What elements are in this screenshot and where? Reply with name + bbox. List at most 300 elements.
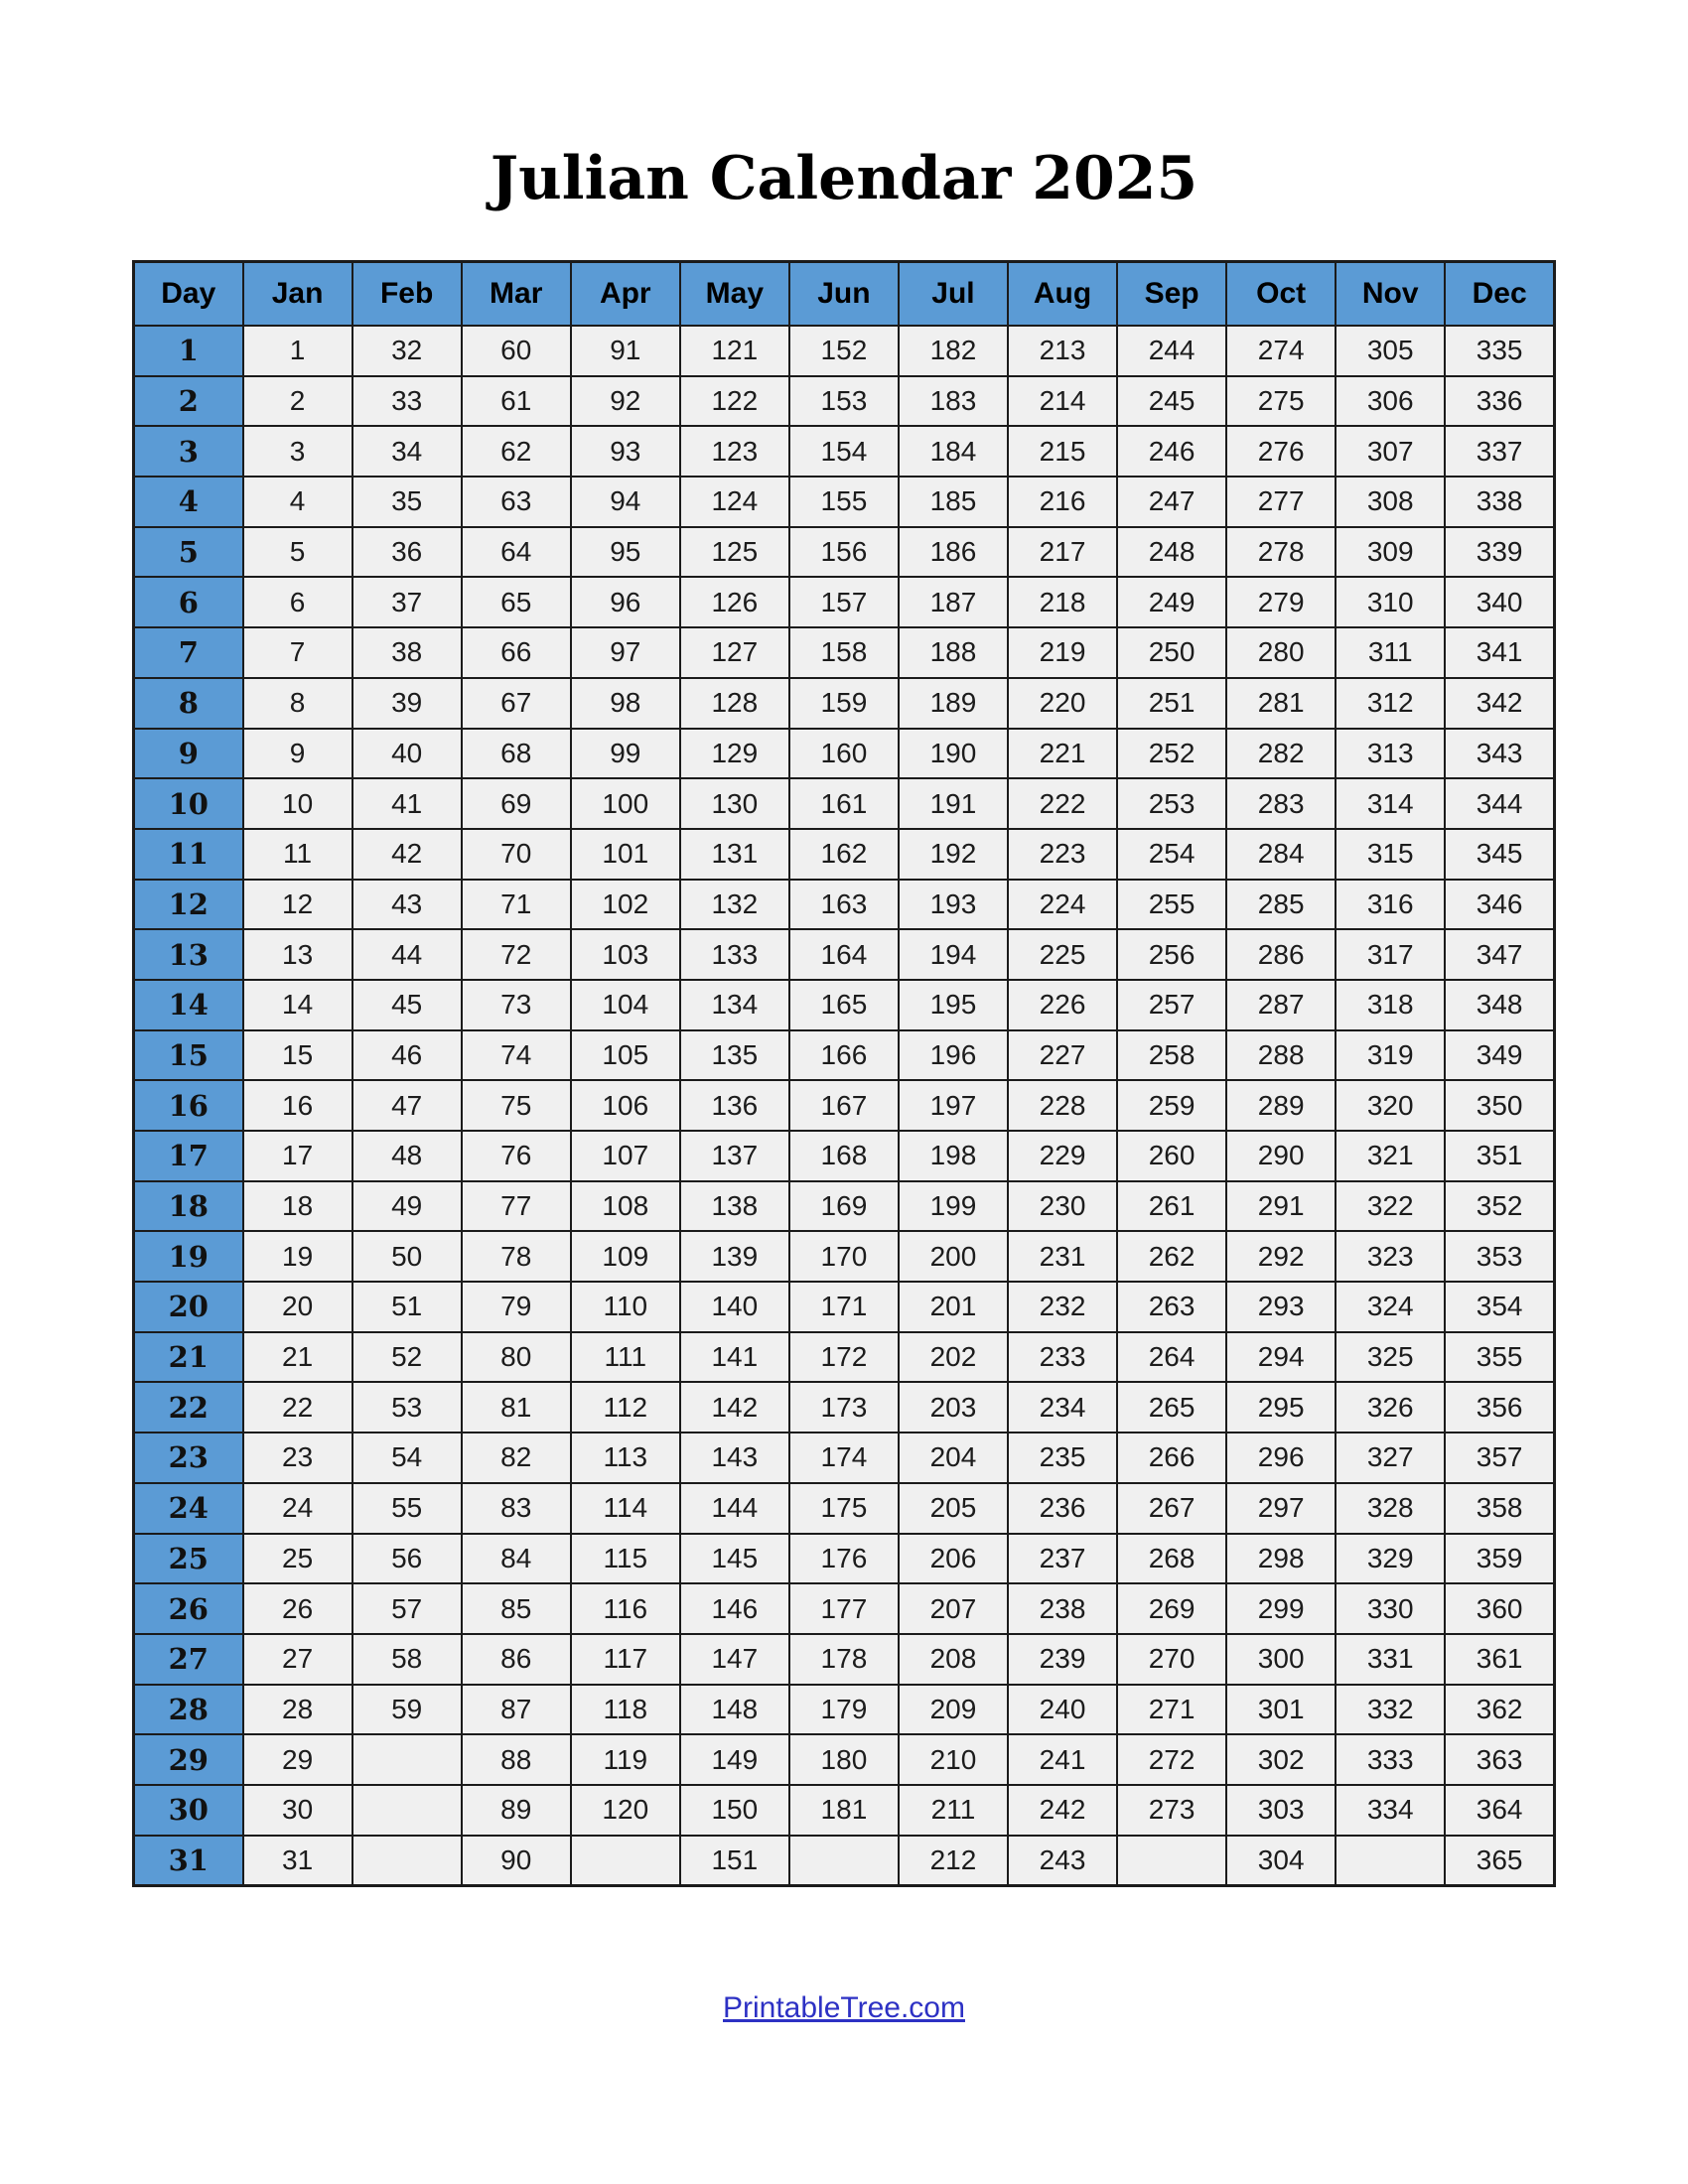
table-row	[134, 778, 1555, 829]
julian-day-cell: 43	[352, 880, 462, 930]
julian-day-cell: 326	[1336, 1382, 1445, 1433]
julian-day-cell: 67	[462, 678, 571, 729]
julian-day-cell: 223	[1008, 829, 1117, 880]
julian-day-cell: 343	[1445, 729, 1554, 779]
julian-day-cell: 65	[462, 577, 571, 627]
julian-day-cell: 79	[462, 1282, 571, 1332]
julian-day-cell: 349	[1445, 1030, 1554, 1081]
julian-day-cell: 212	[899, 1836, 1008, 1886]
day-cell: 23	[134, 1433, 243, 1483]
julian-day-cell: 196	[899, 1030, 1008, 1081]
julian-day-cell: 132	[680, 880, 789, 930]
day-cell: 27	[134, 1634, 243, 1685]
julian-day-cell: 99	[571, 729, 680, 779]
day-cell: 17	[134, 1131, 243, 1181]
julian-day-cell: 339	[1445, 527, 1554, 578]
julian-day-cell: 230	[1008, 1181, 1117, 1232]
julian-day-cell: 357	[1445, 1433, 1554, 1483]
julian-day-cell: 140	[680, 1282, 789, 1332]
header-cell-jan: Jan	[243, 262, 352, 327]
julian-day-cell	[1336, 1836, 1445, 1886]
julian-day-cell: 42	[352, 829, 462, 880]
julian-day-cell: 117	[571, 1634, 680, 1685]
julian-day-cell: 189	[899, 678, 1008, 729]
julian-day-cell: 131	[680, 829, 789, 880]
julian-day-cell: 240	[1008, 1685, 1117, 1735]
julian-day-cell: 134	[680, 980, 789, 1030]
day-cell: 6	[134, 577, 243, 627]
julian-day-cell: 57	[352, 1583, 462, 1634]
julian-day-cell: 34	[352, 426, 462, 477]
header-cell-day: Day	[134, 262, 243, 327]
julian-day-cell: 247	[1117, 477, 1226, 527]
julian-day-cell: 191	[899, 778, 1008, 829]
julian-day-cell: 358	[1445, 1483, 1554, 1534]
julian-day-cell: 4	[243, 477, 352, 527]
julian-day-cell: 33	[352, 376, 462, 427]
table-row	[134, 426, 1555, 477]
julian-day-cell: 150	[680, 1785, 789, 1836]
julian-day-cell: 199	[899, 1181, 1008, 1232]
julian-day-cell: 97	[571, 627, 680, 678]
day-cell: 5	[134, 527, 243, 578]
julian-day-cell: 329	[1336, 1534, 1445, 1584]
table-row	[134, 1534, 1555, 1584]
footer	[0, 1991, 1688, 2025]
julian-day-cell: 138	[680, 1181, 789, 1232]
julian-day-cell: 128	[680, 678, 789, 729]
julian-day-cell: 364	[1445, 1785, 1554, 1836]
julian-day-cell: 129	[680, 729, 789, 779]
julian-day-cell: 153	[789, 376, 899, 427]
julian-day-cell: 286	[1226, 929, 1336, 980]
julian-day-cell: 82	[462, 1433, 571, 1483]
julian-day-cell: 80	[462, 1332, 571, 1383]
julian-day-cell: 300	[1226, 1634, 1336, 1685]
julian-day-cell: 31	[243, 1836, 352, 1886]
julian-day-cell: 288	[1226, 1030, 1336, 1081]
header-cell-nov: Nov	[1336, 262, 1445, 327]
julian-day-cell: 71	[462, 880, 571, 930]
julian-day-cell: 176	[789, 1534, 899, 1584]
julian-day-cell: 78	[462, 1231, 571, 1282]
julian-day-cell: 241	[1008, 1734, 1117, 1785]
julian-day-cell: 354	[1445, 1282, 1554, 1332]
julian-day-cell: 180	[789, 1734, 899, 1785]
day-cell: 26	[134, 1583, 243, 1634]
julian-day-cell: 284	[1226, 829, 1336, 880]
julian-day-cell: 330	[1336, 1583, 1445, 1634]
julian-day-cell: 91	[571, 326, 680, 376]
julian-day-cell: 290	[1226, 1131, 1336, 1181]
header-cell-aug: Aug	[1008, 262, 1117, 327]
julian-day-cell: 133	[680, 929, 789, 980]
julian-day-cell: 35	[352, 477, 462, 527]
julian-day-cell: 318	[1336, 980, 1445, 1030]
julian-day-cell: 197	[899, 1080, 1008, 1131]
day-cell: 16	[134, 1080, 243, 1131]
julian-day-cell: 242	[1008, 1785, 1117, 1836]
julian-day-cell: 208	[899, 1634, 1008, 1685]
table-row	[134, 1282, 1555, 1332]
day-cell: 15	[134, 1030, 243, 1081]
julian-day-cell: 88	[462, 1734, 571, 1785]
julian-day-cell: 104	[571, 980, 680, 1030]
julian-day-cell: 188	[899, 627, 1008, 678]
julian-day-cell: 224	[1008, 880, 1117, 930]
julian-day-cell: 298	[1226, 1534, 1336, 1584]
table-row	[134, 729, 1555, 779]
julian-day-cell: 332	[1336, 1685, 1445, 1735]
julian-day-cell: 54	[352, 1433, 462, 1483]
julian-day-cell: 261	[1117, 1181, 1226, 1232]
julian-day-cell: 111	[571, 1332, 680, 1383]
julian-day-cell: 266	[1117, 1433, 1226, 1483]
julian-day-cell: 302	[1226, 1734, 1336, 1785]
julian-day-cell: 361	[1445, 1634, 1554, 1685]
julian-day-cell: 214	[1008, 376, 1117, 427]
julian-day-cell: 106	[571, 1080, 680, 1131]
table-row	[134, 929, 1555, 980]
julian-day-cell: 40	[352, 729, 462, 779]
julian-day-cell: 130	[680, 778, 789, 829]
table-row	[134, 627, 1555, 678]
julian-day-cell: 100	[571, 778, 680, 829]
day-cell: 21	[134, 1332, 243, 1383]
day-cell: 9	[134, 729, 243, 779]
julian-day-cell: 63	[462, 477, 571, 527]
julian-day-cell: 37	[352, 577, 462, 627]
julian-day-cell: 211	[899, 1785, 1008, 1836]
julian-day-cell: 108	[571, 1181, 680, 1232]
julian-day-cell: 233	[1008, 1332, 1117, 1383]
julian-day-cell: 154	[789, 426, 899, 477]
julian-day-cell: 273	[1117, 1785, 1226, 1836]
julian-day-cell: 12	[243, 880, 352, 930]
julian-day-cell: 144	[680, 1483, 789, 1534]
julian-day-cell: 136	[680, 1080, 789, 1131]
julian-day-cell	[352, 1836, 462, 1886]
table-row	[134, 678, 1555, 729]
julian-day-cell: 81	[462, 1382, 571, 1433]
julian-day-cell: 157	[789, 577, 899, 627]
julian-day-cell: 92	[571, 376, 680, 427]
julian-day-cell: 195	[899, 980, 1008, 1030]
julian-day-cell: 274	[1226, 326, 1336, 376]
julian-day-cell: 119	[571, 1734, 680, 1785]
julian-day-cell: 193	[899, 880, 1008, 930]
julian-day-cell: 23	[243, 1433, 352, 1483]
julian-day-cell: 53	[352, 1382, 462, 1433]
julian-day-cell: 24	[243, 1483, 352, 1534]
julian-day-cell: 319	[1336, 1030, 1445, 1081]
julian-day-cell: 73	[462, 980, 571, 1030]
julian-day-cell: 56	[352, 1534, 462, 1584]
julian-day-cell: 184	[899, 426, 1008, 477]
julian-day-cell: 11	[243, 829, 352, 880]
header-cell-jul: Jul	[899, 262, 1008, 327]
julian-day-cell: 30	[243, 1785, 352, 1836]
julian-day-cell: 353	[1445, 1231, 1554, 1282]
julian-day-cell: 146	[680, 1583, 789, 1634]
julian-day-cell: 331	[1336, 1634, 1445, 1685]
julian-day-cell: 206	[899, 1534, 1008, 1584]
julian-day-cell: 162	[789, 829, 899, 880]
julian-day-cell: 28	[243, 1685, 352, 1735]
julian-day-cell: 163	[789, 880, 899, 930]
julian-day-cell: 235	[1008, 1433, 1117, 1483]
julian-day-cell: 254	[1117, 829, 1226, 880]
julian-day-cell: 305	[1336, 326, 1445, 376]
julian-day-cell: 362	[1445, 1685, 1554, 1735]
julian-day-cell: 145	[680, 1534, 789, 1584]
table-row	[134, 1836, 1555, 1886]
julian-day-cell: 84	[462, 1534, 571, 1584]
julian-day-cell: 170	[789, 1231, 899, 1282]
julian-day-cell: 348	[1445, 980, 1554, 1030]
julian-day-cell: 9	[243, 729, 352, 779]
julian-day-cell: 306	[1336, 376, 1445, 427]
julian-day-cell: 18	[243, 1181, 352, 1232]
table-row	[134, 577, 1555, 627]
header-cell-apr: Apr	[571, 262, 680, 327]
julian-day-cell: 279	[1226, 577, 1336, 627]
julian-day-cell: 249	[1117, 577, 1226, 627]
julian-day-cell	[352, 1734, 462, 1785]
julian-day-cell: 265	[1117, 1382, 1226, 1433]
julian-day-cell: 49	[352, 1181, 462, 1232]
julian-day-cell: 181	[789, 1785, 899, 1836]
julian-day-cell: 75	[462, 1080, 571, 1131]
julian-day-cell: 260	[1117, 1131, 1226, 1181]
julian-day-cell: 107	[571, 1131, 680, 1181]
julian-day-cell: 351	[1445, 1131, 1554, 1181]
julian-day-cell: 102	[571, 880, 680, 930]
julian-day-cell: 178	[789, 1634, 899, 1685]
julian-day-cell: 126	[680, 577, 789, 627]
table-row	[134, 376, 1555, 427]
julian-day-cell: 363	[1445, 1734, 1554, 1785]
julian-day-cell: 217	[1008, 527, 1117, 578]
julian-day-cell: 101	[571, 829, 680, 880]
julian-day-cell: 160	[789, 729, 899, 779]
day-cell: 8	[134, 678, 243, 729]
table-row	[134, 527, 1555, 578]
julian-day-cell	[1117, 1836, 1226, 1886]
julian-day-cell: 41	[352, 778, 462, 829]
header-cell-feb: Feb	[352, 262, 462, 327]
day-cell: 10	[134, 778, 243, 829]
julian-day-cell: 236	[1008, 1483, 1117, 1534]
julian-day-cell: 29	[243, 1734, 352, 1785]
julian-day-cell: 272	[1117, 1734, 1226, 1785]
julian-day-cell: 8	[243, 678, 352, 729]
julian-day-cell: 76	[462, 1131, 571, 1181]
julian-day-cell: 167	[789, 1080, 899, 1131]
julian-day-cell: 103	[571, 929, 680, 980]
julian-day-cell: 209	[899, 1685, 1008, 1735]
julian-day-cell: 183	[899, 376, 1008, 427]
julian-day-cell: 313	[1336, 729, 1445, 779]
day-cell: 7	[134, 627, 243, 678]
julian-day-cell: 94	[571, 477, 680, 527]
julian-day-cell: 59	[352, 1685, 462, 1735]
julian-day-cell: 278	[1226, 527, 1336, 578]
julian-day-cell: 156	[789, 527, 899, 578]
julian-day-cell: 291	[1226, 1181, 1336, 1232]
julian-day-cell: 161	[789, 778, 899, 829]
julian-day-cell: 152	[789, 326, 899, 376]
julian-day-cell: 340	[1445, 577, 1554, 627]
julian-day-cell: 93	[571, 426, 680, 477]
table-row	[134, 477, 1555, 527]
julian-day-cell: 312	[1336, 678, 1445, 729]
julian-day-cell: 257	[1117, 980, 1226, 1030]
day-cell: 13	[134, 929, 243, 980]
julian-day-cell: 325	[1336, 1332, 1445, 1383]
table-row	[134, 1634, 1555, 1685]
julian-day-cell: 238	[1008, 1583, 1117, 1634]
julian-day-cell: 207	[899, 1583, 1008, 1634]
julian-day-cell: 186	[899, 527, 1008, 578]
table-row	[134, 326, 1555, 376]
julian-day-cell: 72	[462, 929, 571, 980]
julian-day-cell	[352, 1785, 462, 1836]
julian-day-cell: 44	[352, 929, 462, 980]
julian-day-cell: 137	[680, 1131, 789, 1181]
julian-day-cell: 248	[1117, 527, 1226, 578]
julian-day-cell: 14	[243, 980, 352, 1030]
julian-day-cell: 122	[680, 376, 789, 427]
julian-day-cell: 317	[1336, 929, 1445, 980]
day-cell: 1	[134, 326, 243, 376]
julian-day-cell: 46	[352, 1030, 462, 1081]
julian-day-cell: 220	[1008, 678, 1117, 729]
julian-day-cell: 6	[243, 577, 352, 627]
julian-day-cell: 277	[1226, 477, 1336, 527]
julian-day-cell: 342	[1445, 678, 1554, 729]
julian-day-cell: 22	[243, 1382, 352, 1433]
table-row	[134, 1685, 1555, 1735]
day-cell: 31	[134, 1836, 243, 1886]
table-row	[134, 1030, 1555, 1081]
julian-day-cell: 148	[680, 1685, 789, 1735]
julian-day-cell: 179	[789, 1685, 899, 1735]
julian-day-cell: 296	[1226, 1433, 1336, 1483]
julian-day-cell: 293	[1226, 1282, 1336, 1332]
julian-day-cell: 192	[899, 829, 1008, 880]
julian-day-cell: 301	[1226, 1685, 1336, 1735]
julian-day-cell: 143	[680, 1433, 789, 1483]
julian-day-cell: 297	[1226, 1483, 1336, 1534]
julian-day-cell: 177	[789, 1583, 899, 1634]
julian-day-cell: 38	[352, 627, 462, 678]
julian-day-cell: 264	[1117, 1332, 1226, 1383]
julian-day-cell: 250	[1117, 627, 1226, 678]
julian-day-cell: 213	[1008, 326, 1117, 376]
julian-day-cell: 141	[680, 1332, 789, 1383]
julian-day-cell: 267	[1117, 1483, 1226, 1534]
julian-day-cell: 26	[243, 1583, 352, 1634]
table-row	[134, 1080, 1555, 1131]
julian-day-cell: 90	[462, 1836, 571, 1886]
julian-day-cell: 232	[1008, 1282, 1117, 1332]
julian-day-cell: 110	[571, 1282, 680, 1332]
julian-day-cell: 210	[899, 1734, 1008, 1785]
day-cell: 2	[134, 376, 243, 427]
day-cell: 28	[134, 1685, 243, 1735]
julian-day-cell: 289	[1226, 1080, 1336, 1131]
julian-day-cell: 328	[1336, 1483, 1445, 1534]
julian-day-cell: 198	[899, 1131, 1008, 1181]
julian-day-cell: 66	[462, 627, 571, 678]
julian-day-cell: 244	[1117, 326, 1226, 376]
julian-day-cell: 285	[1226, 880, 1336, 930]
julian-day-cell: 86	[462, 1634, 571, 1685]
julian-day-cell: 105	[571, 1030, 680, 1081]
table-row	[134, 1382, 1555, 1433]
julian-day-cell: 64	[462, 527, 571, 578]
julian-day-cell: 120	[571, 1785, 680, 1836]
day-cell: 20	[134, 1282, 243, 1332]
julian-day-cell: 149	[680, 1734, 789, 1785]
julian-day-cell: 171	[789, 1282, 899, 1332]
julian-day-cell: 113	[571, 1433, 680, 1483]
julian-day-cell: 98	[571, 678, 680, 729]
day-cell: 11	[134, 829, 243, 880]
julian-day-cell: 115	[571, 1534, 680, 1584]
julian-calendar-table	[132, 260, 1556, 1887]
julian-day-cell: 60	[462, 326, 571, 376]
julian-day-cell: 51	[352, 1282, 462, 1332]
julian-day-cell: 360	[1445, 1583, 1554, 1634]
julian-day-cell: 315	[1336, 829, 1445, 880]
julian-day-cell: 303	[1226, 1785, 1336, 1836]
julian-day-cell: 135	[680, 1030, 789, 1081]
table-row	[134, 880, 1555, 930]
day-cell: 25	[134, 1534, 243, 1584]
julian-day-cell: 345	[1445, 829, 1554, 880]
julian-day-cell: 365	[1445, 1836, 1554, 1886]
julian-day-cell: 263	[1117, 1282, 1226, 1332]
julian-day-cell: 219	[1008, 627, 1117, 678]
julian-day-cell: 48	[352, 1131, 462, 1181]
julian-day-cell: 304	[1226, 1836, 1336, 1886]
julian-day-cell: 222	[1008, 778, 1117, 829]
julian-day-cell: 281	[1226, 678, 1336, 729]
julian-day-cell: 175	[789, 1483, 899, 1534]
julian-day-cell: 252	[1117, 729, 1226, 779]
julian-day-cell: 159	[789, 678, 899, 729]
julian-day-cell: 237	[1008, 1534, 1117, 1584]
julian-day-cell: 68	[462, 729, 571, 779]
julian-day-cell: 316	[1336, 880, 1445, 930]
footer-link[interactable]: PrintableTree.com	[723, 1991, 965, 2024]
julian-day-cell: 32	[352, 326, 462, 376]
table-row	[134, 1483, 1555, 1534]
julian-day-cell: 310	[1336, 577, 1445, 627]
julian-day-cell: 225	[1008, 929, 1117, 980]
table-row	[134, 1231, 1555, 1282]
julian-day-cell: 202	[899, 1332, 1008, 1383]
day-cell: 12	[134, 880, 243, 930]
page-title: Julian Calendar 2025	[490, 144, 1198, 213]
day-cell: 29	[134, 1734, 243, 1785]
header-cell-oct: Oct	[1226, 262, 1336, 327]
julian-day-cell: 215	[1008, 426, 1117, 477]
day-cell: 14	[134, 980, 243, 1030]
julian-day-cell: 228	[1008, 1080, 1117, 1131]
